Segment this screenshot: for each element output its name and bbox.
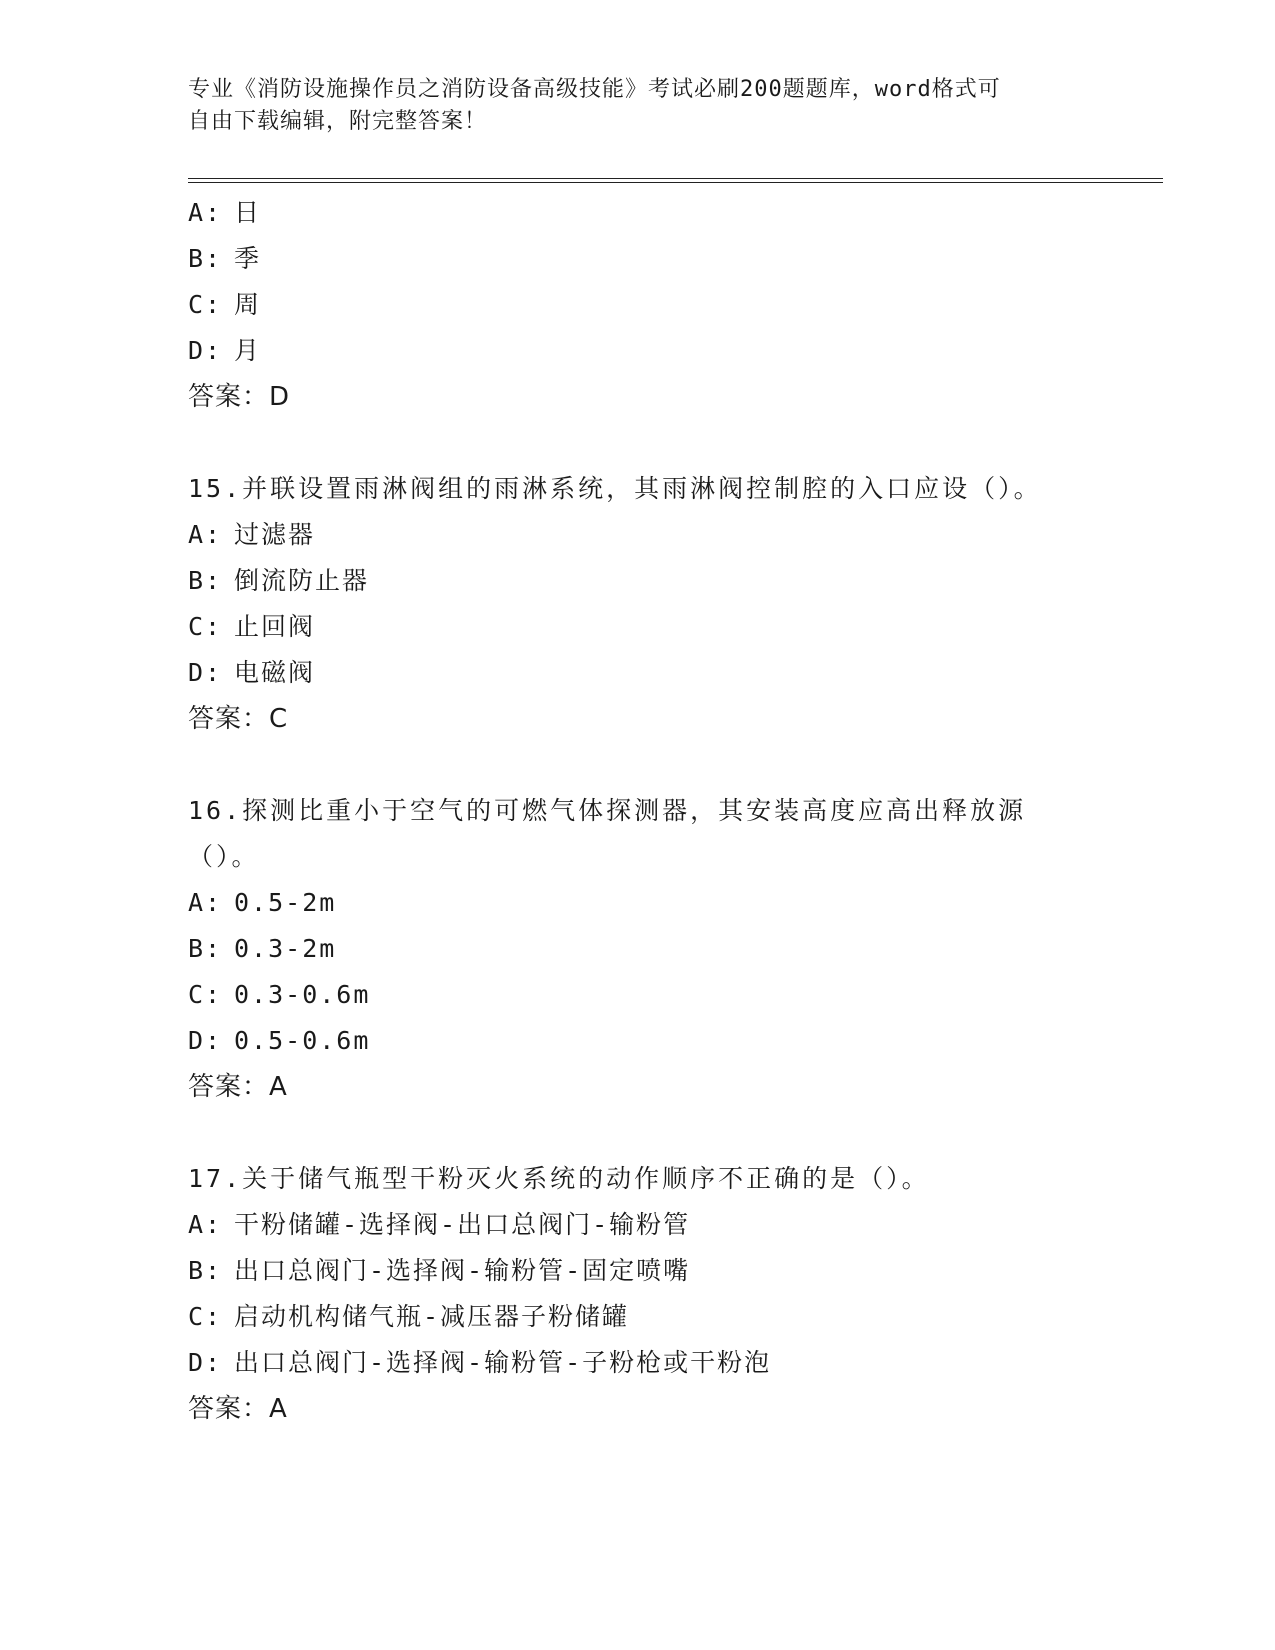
document-header bbox=[188, 74, 1088, 138]
option-b: B: 季 bbox=[188, 244, 262, 273]
option-a: A: 0.5-2m bbox=[188, 888, 337, 917]
header-line-2: 自由下载编辑，附完整答案！ bbox=[188, 109, 488, 134]
answer-line: 答案：A bbox=[188, 1072, 288, 1102]
question-14-continuation bbox=[188, 190, 1088, 420]
option-c: C: 启动机构储气瓶-减压器子粉储罐 bbox=[188, 1302, 630, 1331]
option-d: D: 0.5-0.6m bbox=[188, 1026, 371, 1055]
answer-line: 答案：D bbox=[188, 382, 291, 412]
question-text: 16.探测比重小于空气的可燃气体探测器，其安装高度应高出释放源（）。 bbox=[188, 796, 1027, 871]
option-b: B: 出口总阀门-选择阀-输粉管-固定喷嘴 bbox=[188, 1256, 691, 1285]
option-b: B: 倒流防止器 bbox=[188, 566, 370, 595]
option-a: A: 过滤器 bbox=[188, 520, 316, 549]
answer-line: 答案：A bbox=[188, 1394, 288, 1424]
question-15 bbox=[188, 466, 1088, 742]
option-c: C: 止回阀 bbox=[188, 612, 316, 641]
question-17 bbox=[188, 1156, 1088, 1432]
question-text: 15.并联设置雨淋阀组的雨淋系统，其雨淋阀控制腔的入口应设（）。 bbox=[188, 474, 1042, 503]
header-divider bbox=[188, 178, 1163, 183]
answer-line: 答案：C bbox=[188, 704, 289, 734]
header-line-1: 专业《消防设施操作员之消防设备高级技能》考试必刷200题题库，word格式可 bbox=[188, 77, 1001, 102]
option-c: C: 周 bbox=[188, 290, 262, 319]
option-a: A: 日 bbox=[188, 198, 262, 227]
option-a: A: 干粉储罐-选择阀-出口总阀门-输粉管 bbox=[188, 1210, 691, 1239]
option-d: D: 出口总阀门-选择阀-输粉管-子粉枪或干粉泡 bbox=[188, 1348, 772, 1377]
question-text: 17.关于储气瓶型干粉灭火系统的动作顺序不正确的是（）。 bbox=[188, 1164, 930, 1193]
option-d: D: 电磁阀 bbox=[188, 658, 316, 687]
option-c: C: 0.3-0.6m bbox=[188, 980, 371, 1009]
question-16 bbox=[188, 788, 1088, 1110]
question-list bbox=[188, 190, 1088, 1432]
option-d: D: 月 bbox=[188, 336, 262, 365]
option-b: B: 0.3-2m bbox=[188, 934, 337, 963]
